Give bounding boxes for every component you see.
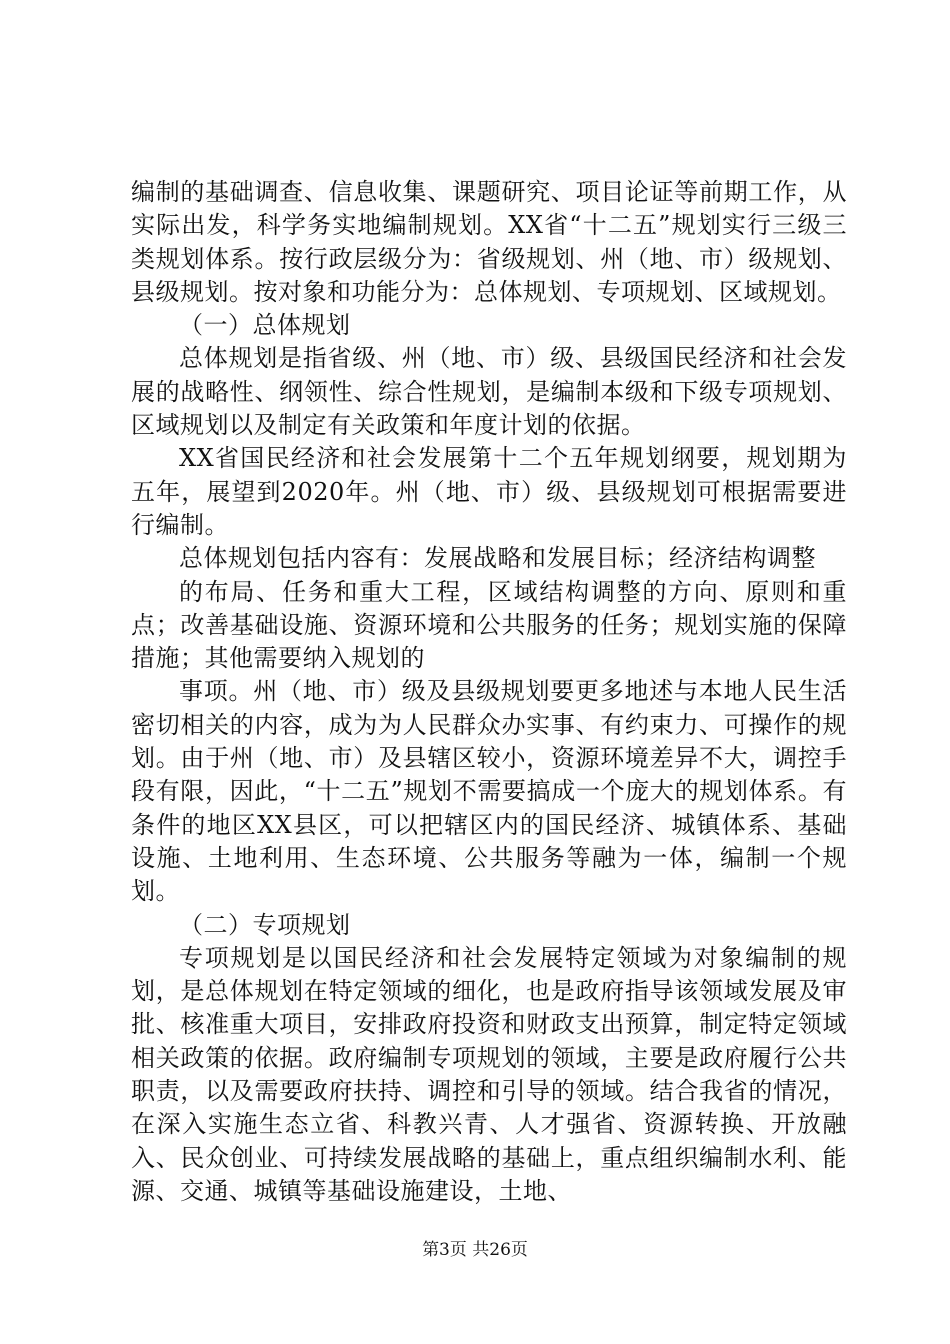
paragraph-intro: 编制的基础调查、信息收集、课题研究、项目论证等前期工作，从实际出发，科学务实地编制规划。XX省“十二五”规划实行三级三类规划体系。按行政层级分为：省级规划、州（地、市）级规划、县级规划。按对象和功能分为：总体规划、专项规划、区域规划。 — [131, 178, 847, 306]
paragraph-five-year-outline: XX省国民经济和社会发展第十二个五年规划纲要，规划期为五年，展望到2020年。州（地、市）级、县级规划可根据需要进行编制。 — [131, 444, 847, 539]
section-heading-special-plan: （二）专项规划 — [179, 910, 351, 939]
paragraph-general-plan-definition: 总体规划是指省级、州（地、市）级、县级国民经济和社会发展的战略性、纲领性、综合性规划，是编制本级和下级专项规划、区域规划以及制定有关政策和年度计划的依据。 — [131, 344, 847, 440]
paragraph-local-matters: 事项。州（地、市）级及县级规划要更多地述与本地人民生活密切相关的内容，成为为人民群众办实事、有约束力、可操作的规划。由于州（地、市）及县辖区较小，资源环境差异不大，调控手段有限，因此，“十二五”规划不需要搞成一个庞大的规划体系。有条件的地区XX县区，可以把辖区内的国民经济、城镇体系、基础设施、土地利用、生态环境、公共服务等融为一体，编制一个规划。 — [131, 677, 847, 906]
paragraph-general-plan-contents: 总体规划包括内容有：发展战略和发展目标；经济结构调整 — [179, 544, 816, 573]
document-body — [131, 176, 847, 1208]
paragraph-layout-tasks: 的布局、任务和重大工程，区域结构调整的方向、原则和重点；改善基础设施、资源环境和公共服务的任务；规划实施的保障措施；其他需要纳入规划的 — [131, 577, 847, 673]
section-heading-general-plan: （一）总体规划 — [179, 311, 351, 340]
page-number-footer: 第3页 共26页 — [422, 1240, 528, 1260]
paragraph-special-plan-definition: 专项规划是以国民经济和社会发展特定领域为对象编制的规划，是总体规划在特定领域的细化，也是政府指导该领域发展及审批、核准重大项目，安排政府投资和财政支出预算，制定特定领域相关政策的依据。政府编制专项规划的领域，主要是政府履行公共职责，以及需要政府扶持、调控和引导的领域。结合我省的情况，在深入实施生态立省、科教兴青、人才强省、资源转换、开放融入、民众创业、可持续发展战略的基础上，重点组织编制水利、能源、交通、城镇等基础设施建设，土地、 — [131, 943, 847, 1205]
